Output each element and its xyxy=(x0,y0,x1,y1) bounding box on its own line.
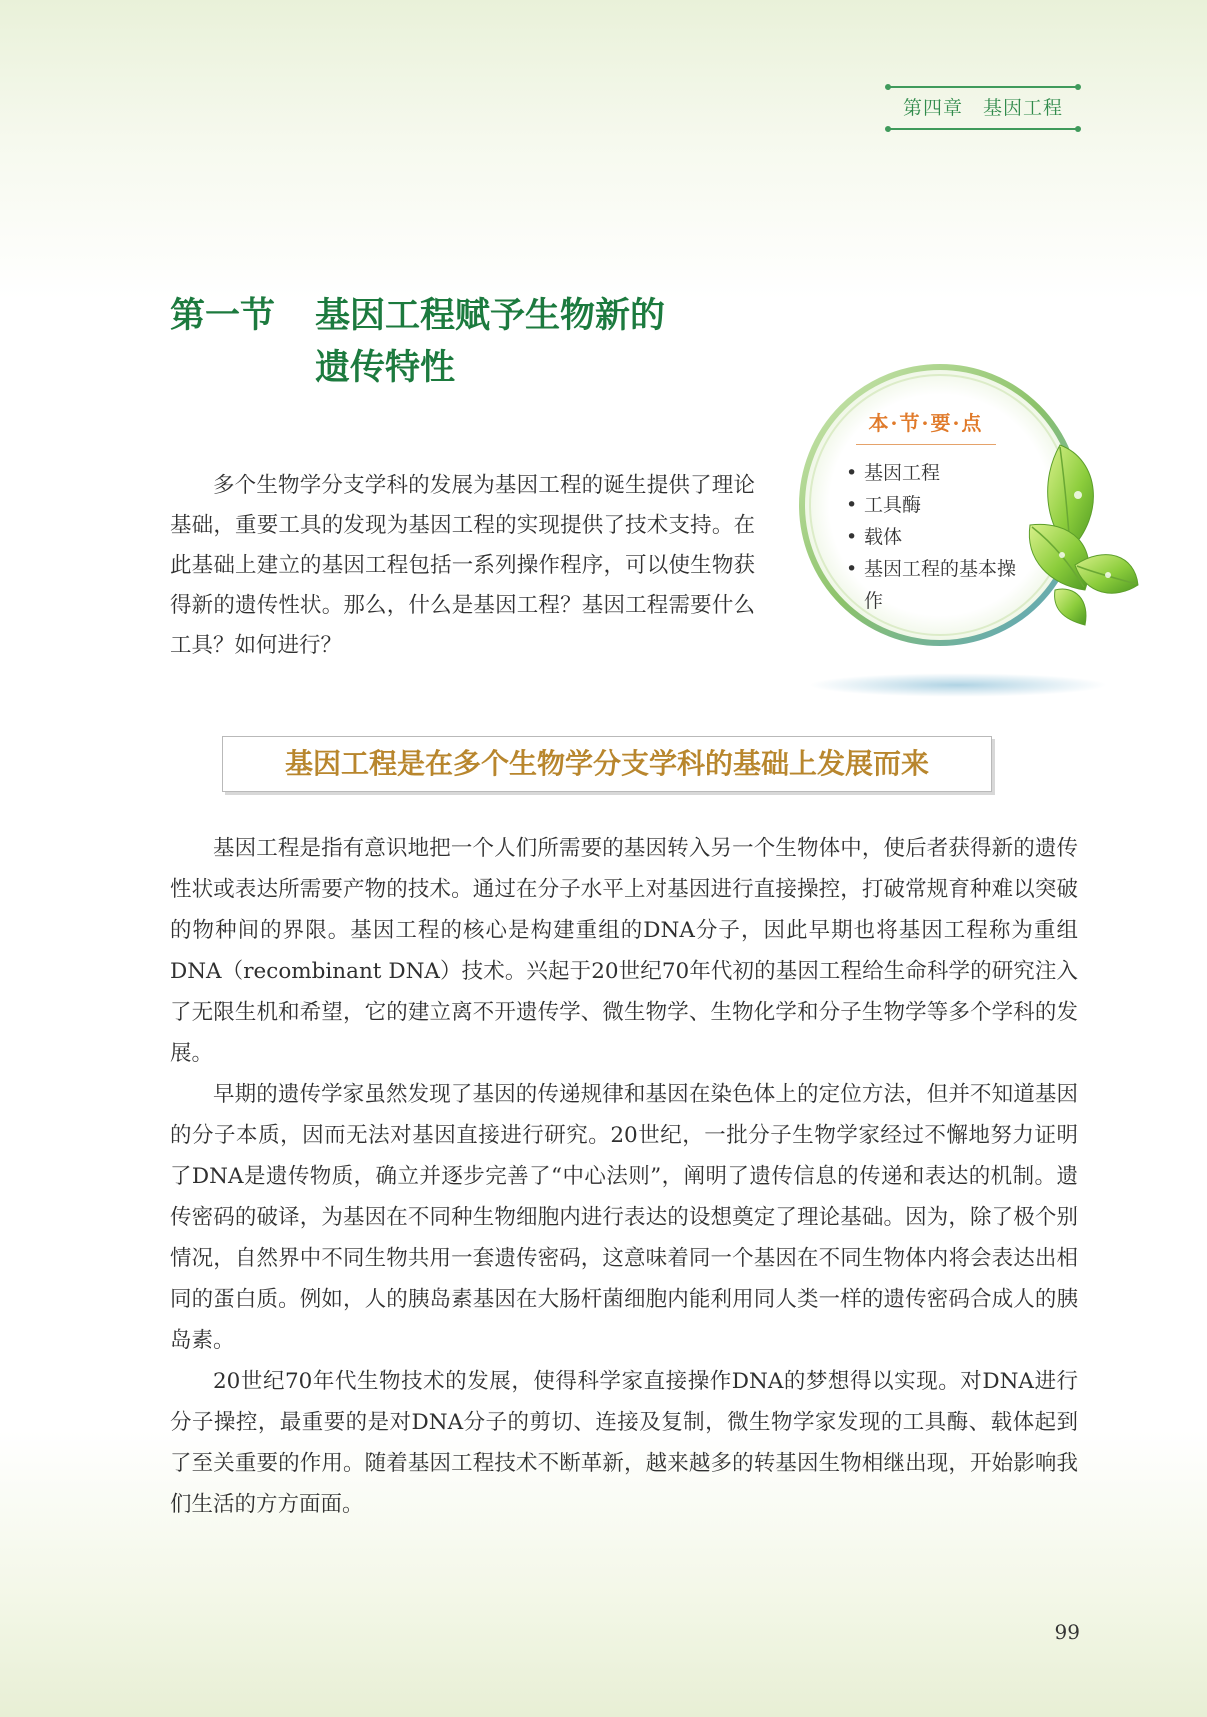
body-text xyxy=(170,828,1078,1525)
body-paragraph: 早期的遗传学家虽然发现了基因的传递规律和基因在染色体上的定位方法，但并不知道基因的分子本质，因而无法对基因直接进行研究。20世纪，一批分子生物学家经过不懈地努力证明了DNA是遗传物质，确立并逐步完善了“中心法则”，阐明了遗传信息的传递和表达的机制。遗传密码的破译，为基因在不同种生物细胞内进行表达的设想奠定了理论基础。因为，除了极个别情况，自然界中不同生物共用一套遗传密码，这意味着同一个基因在不同生物体内将会表达出相同的蛋白质。例如，人的胰岛素基因在大肠杆菌细胞内能利用同人类一样的遗传密码合成人的胰岛素。 xyxy=(170,1082,1078,1353)
subheading: 基因工程是在多个生物学分支学科的基础上发展而来 xyxy=(222,736,992,792)
page-number: 99 xyxy=(1054,1620,1080,1644)
key-points-title: 本·节·要·点 xyxy=(856,407,996,445)
key-point-item: • 基因工程的基本操作 xyxy=(846,553,1016,617)
header-dot xyxy=(885,126,891,132)
key-points-box xyxy=(790,355,1150,695)
chapter-header-text: 第四章 基因工程 xyxy=(902,97,1063,119)
header-dot xyxy=(1075,84,1081,90)
leaf-icon xyxy=(990,425,1140,635)
chapter-header xyxy=(888,86,1078,130)
key-point-item: • 基因工程 xyxy=(846,457,1016,489)
section-number: 第一节 xyxy=(170,295,276,336)
section-title-line2: 遗传特性 xyxy=(315,347,456,388)
header-dot xyxy=(885,84,891,90)
key-point-item: • 工具酶 xyxy=(846,489,1016,521)
body-paragraph: 基因工程是指有意识地把一个人们所需要的基因转入另一个生物体中，使后者获得新的遗传性状或表达所需要产物的技术。通过在分子水平上对基因进行直接操控，打破常规育种难以突破的物种间的界限。基因工程的核心是构建重组的DNA分子，因此早期也将基因工程称为重组DNA（recombinant DNA）技术。兴起于20世纪70年代初的基因工程给生命科学的研究注入了无限生机和希望，它的建立离不开遗传学、微生物学、生物化学和分子生物学等多个学科的发展。 xyxy=(170,836,1078,1066)
key-points-shadow xyxy=(808,673,1108,697)
body-paragraph: 20世纪70年代生物技术的发展，使得科学家直接操作DNA的梦想得以实现。对DNA进行分子操控，最重要的是对DNA分子的剪切、连接及复制，微生物学家发现的工具酶、载体起到了至关重要的作用。随着基因工程技术不断革新，越来越多的转基因生物相继出现，开始影响我们生活的方方面面。 xyxy=(170,1369,1078,1517)
key-point-item: • 载体 xyxy=(846,521,1016,553)
intro-paragraph: 多个生物学分支学科的发展为基因工程的诞生提供了理论基础，重要工具的发现为基因工程的实现提供了技术支持。在此基础上建立的基因工程包括一系列操作程序，可以使生物获得新的遗传性状。那么，什么是基因工程？基因工程需要什么工具？如何进行？ xyxy=(170,473,755,658)
section-title-line1: 基因工程赋予生物新的 xyxy=(315,295,666,336)
header-dot xyxy=(1075,126,1081,132)
section-title xyxy=(170,290,730,394)
